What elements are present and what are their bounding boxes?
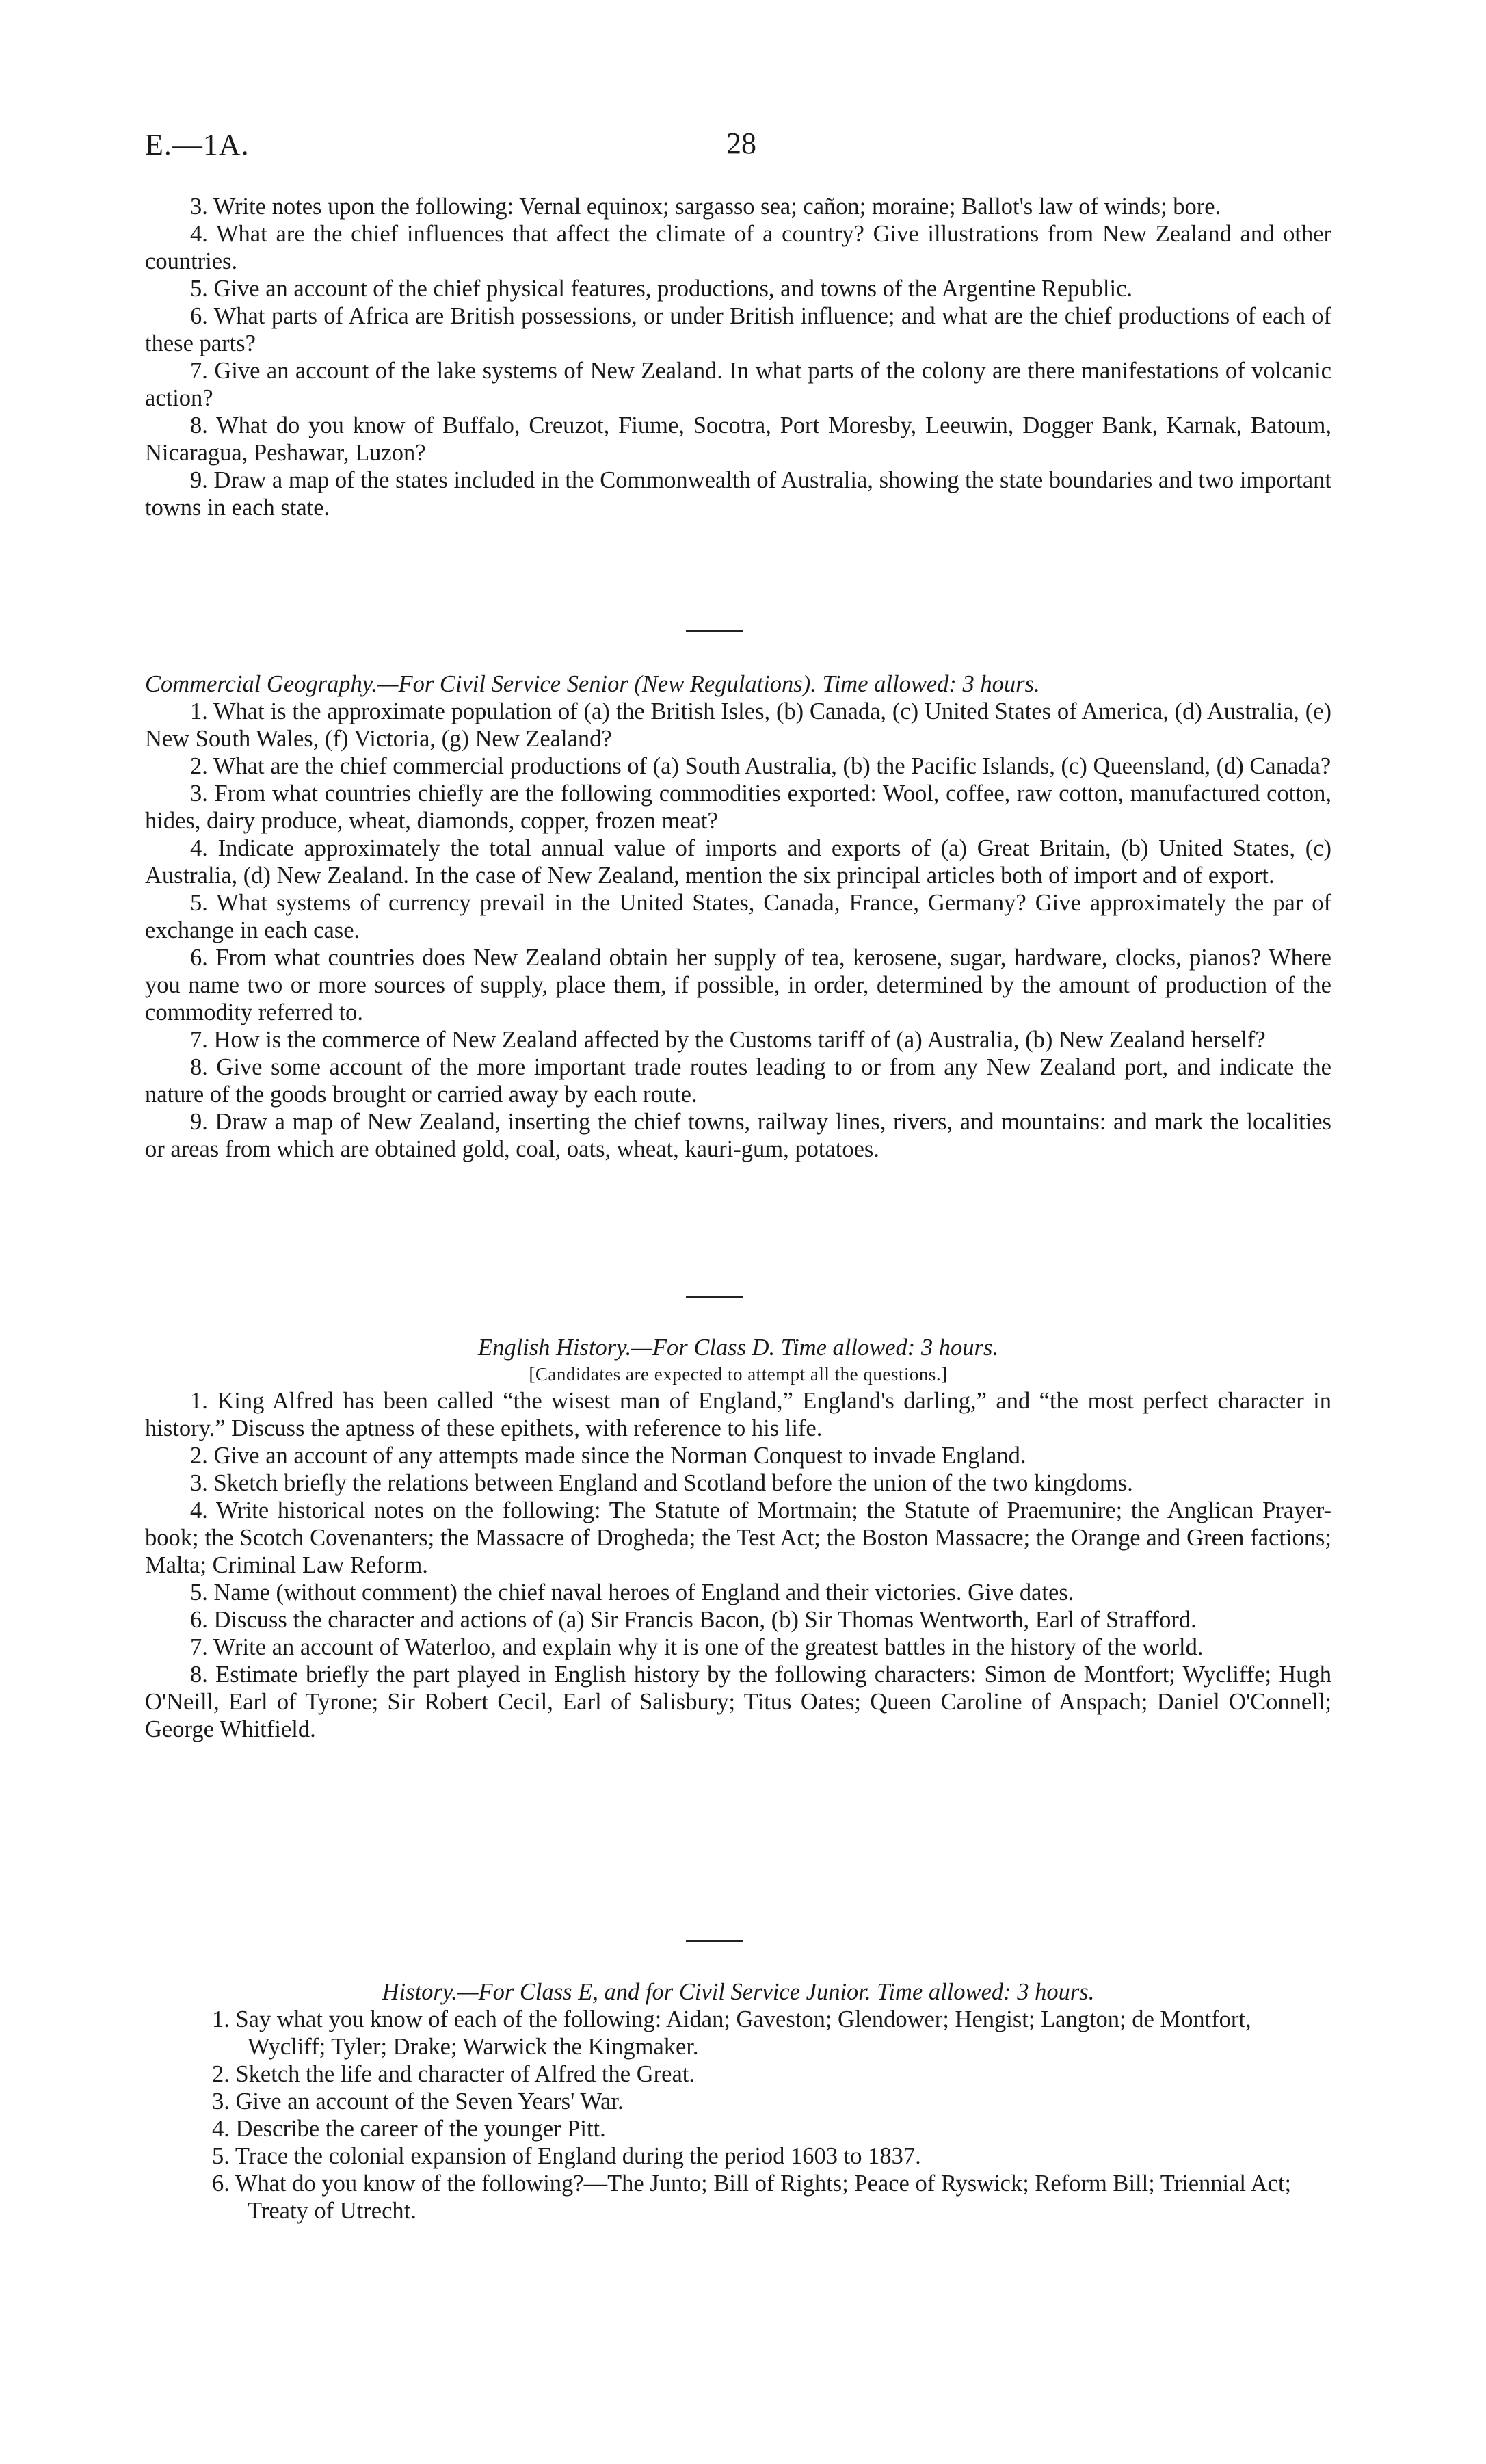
question: 2. Give an account of any attempts made since the Norman Conquest to invade England. xyxy=(190,1443,1026,1469)
question: 5. Trace the colonial expansion of England during the period 1603 to 1837. xyxy=(212,2143,921,2169)
question: 3. Sketch briefly the relations between England and Scotland before the union of the two kingdoms. xyxy=(190,1470,1133,1496)
question: 8. Estimate briefly the part played in English history by the following characters: Simon de Montfort; Wycliffe; Hugh O'Neill, Earl of Tyrone; Sir Robert Cecil, Earl of Salisbury; Titus Oates; Queen Caroline of Anspach; Daniel O'Connell; George Whitfield. xyxy=(145,1662,1331,1742)
section-divider xyxy=(686,1940,743,1942)
question: 3. From what countries chiefly are the following commodities exported: Wool, coffee, raw cotton, manufactured cotton, hides, dairy produce, wheat, diamonds, copper, frozen meat? xyxy=(145,781,1331,834)
question: 2. Sketch the life and character of Alfred the Great. xyxy=(212,2061,695,2087)
section-note: [Candidates are expected to attempt all the questions.] xyxy=(529,1364,948,1385)
question: 9. Draw a map of New Zealand, inserting the chief towns, railway lines, rivers, and mountains: and mark the localities or areas from which are obtained gold, coal, oats, wheat, kauri-gum, potatoes. xyxy=(145,1109,1331,1162)
page-number: 28 xyxy=(726,127,756,160)
question: 1. King Alfred has been called “the wisest man of England,” England's darling,” and “the most perfect character in history.” Discuss the aptness of these epithets, with reference to his life. xyxy=(145,1388,1331,1441)
history-class-e-section xyxy=(145,1978,1331,2225)
question: 2. What are the chief commercial productions of (a) South Australia, (b) the Pacific Islands, (c) Queensland, (d) Canada? xyxy=(190,753,1331,779)
question: 5. Give an account of the chief physical features, productions, and towns of the Argentine Republic. xyxy=(190,276,1133,302)
question: 6. What parts of Africa are British possessions, or under British influence; and what are the chief productions of each of these parts? xyxy=(145,303,1331,356)
commercial-geography-section xyxy=(145,670,1331,1163)
question: 1. What is the approximate population of (a) the British Isles, (b) Canada, (c) United States of America, (d) Australia, (e) New South Wales, (f) Victoria, (g) New Zealand? xyxy=(145,698,1331,752)
question: 7. Give an account of the lake systems of New Zealand. In what parts of the colony are there manifestations of volcanic action? xyxy=(145,358,1331,411)
question: 6. Discuss the character and actions of (a) Sir Francis Bacon, (b) Sir Thomas Wentworth, Earl of Strafford. xyxy=(190,1607,1197,1633)
question: 7. How is the commerce of New Zealand affected by the Customs tariff of (a) Australia, (b) New Zealand herself? xyxy=(190,1027,1266,1053)
document-reference: E.—1A. xyxy=(145,128,250,161)
section-divider xyxy=(686,630,743,632)
question: 3. Give an account of the Seven Years' War. xyxy=(212,2088,624,2114)
question: 6. What do you know of the following?—The Junto; Bill of Rights; Peace of Ryswick; Reform Bill; Triennial Act; Treaty of Utrecht. xyxy=(212,2171,1292,2224)
question: 3. Write notes upon the following: Vernal equinox; sargasso sea; cañon; moraine; Ballot's law of winds; bore. xyxy=(190,194,1221,220)
question: 8. Give some account of the more important trade routes leading to or from any New Zealand port, and indicate the nature of the goods brought or carried away by each route. xyxy=(145,1054,1331,1108)
question: 4. What are the chief influences that affect the climate of a country? Give illustrations from New Zealand and other countries. xyxy=(145,221,1331,274)
question: 7. Write an account of Waterloo, and explain why it is one of the greatest battles in the history of the world. xyxy=(190,1634,1204,1660)
question: 1. Say what you know of each of the following: Aidan; Gaveston; Glendower; Hengist; Langton; de Montfort, Wycliff; Tyler; Drake; Warwick the Kingmaker. xyxy=(212,2006,1251,2060)
question: 9. Draw a map of the states included in the Commonwealth of Australia, showing the state boundaries and two important towns in each state. xyxy=(145,467,1331,521)
question: 5. What systems of currency prevail in the United States, Canada, France, Germany? Give approximately the par of exchange in each case. xyxy=(145,890,1331,943)
english-history-section xyxy=(145,1334,1331,1743)
question: 8. What do you know of Buffalo, Creuzot, Fiume, Socotra, Port Moresby, Leeuwin, Dogger Bank, Karnak, Batoum, Nicaragua, Peshawar, Luzon? xyxy=(145,412,1331,466)
section-title: History.—For Class E, and for Civil Service Junior. Time allowed: 3 hours. xyxy=(382,1979,1095,2005)
question: 4. Describe the career of the younger Pitt. xyxy=(212,2116,606,2142)
question: 5. Name (without comment) the chief naval heroes of England and their victories. Give dates. xyxy=(190,1580,1074,1605)
question: 4. Indicate approximately the total annual value of imports and exports of (a) Great Britain, (b) United States, (c) Australia, (d) New Zealand. In the case of New Zealand, mention the six principal articles both of import and of export. xyxy=(145,835,1331,889)
geography-questions xyxy=(145,193,1331,521)
question: 6. From what countries does New Zealand obtain her supply of tea, kerosene, sugar, hardware, clocks, pianos? Where you name two or more sources of supply, place them, if possible, in order, determined by the amount of production of the commodity referred to. xyxy=(145,945,1331,1025)
section-title: English History.—For Class D. Time allowed: 3 hours. xyxy=(478,1335,998,1361)
section-title: Commercial Geography.—For Civil Service Senior (New Regulations). Time allowed: 3 hours. xyxy=(145,671,1040,697)
section-divider xyxy=(686,1296,743,1298)
question: 4. Write historical notes on the following: The Statute of Mortmain; the Statute of Praemunire; the Anglican Prayer-book; the Scotch Covenanters; the Massacre of Drogheda; the Test Act; the Boston Massacre; the Orange and Green factions; Malta; Criminal Law Reform. xyxy=(145,1497,1331,1578)
